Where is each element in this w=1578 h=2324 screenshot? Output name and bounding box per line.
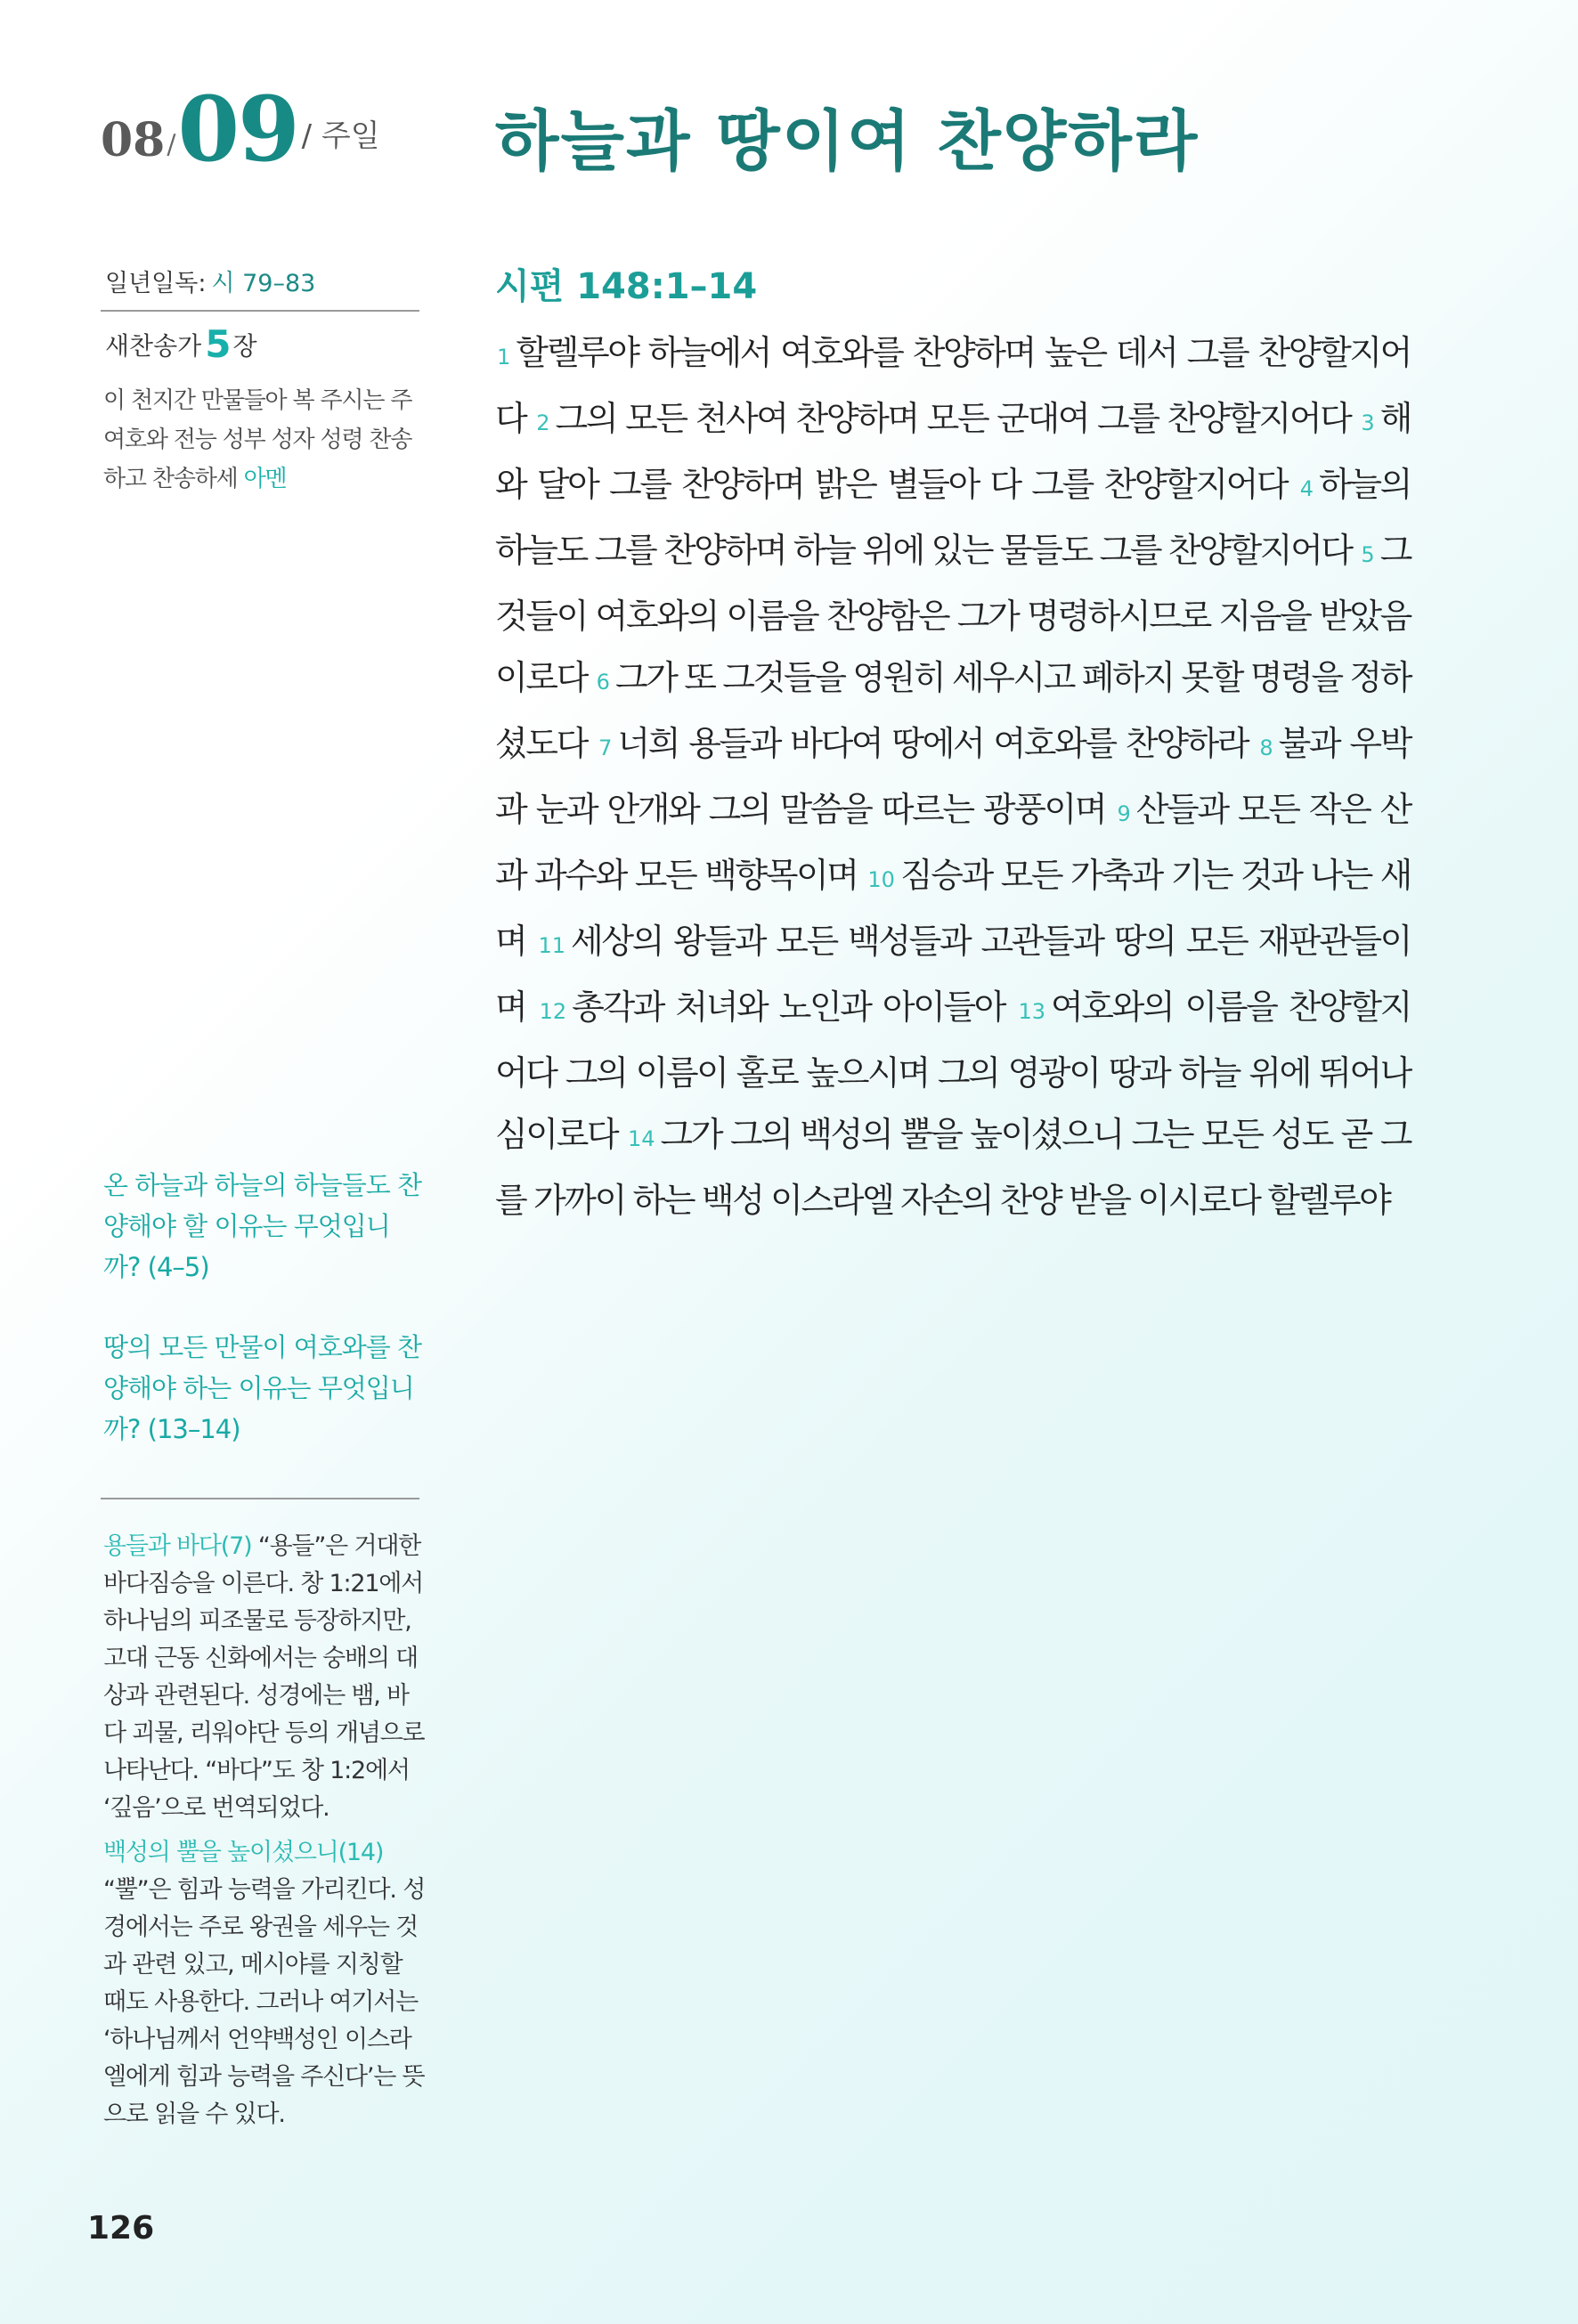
verse (538, 987, 1005, 1027)
date-day: 09 (177, 77, 298, 182)
verse (534, 399, 1350, 438)
verse-number: 5 (1361, 542, 1375, 567)
verse-text: 그가 그의 백성의 뿔을 높이셨으니 그는 모든 성도 곧 그를 가까이 하는 백성 이스라엘 자손의 찬양 받을 이시로다 할렐루야 (495, 1115, 1411, 1220)
hymn-amen: 아멘 (243, 466, 287, 492)
verse-text: 그가 또 그것들을 영원히 세우시고 폐하지 못할 명령을 정하셨도다 (495, 658, 1411, 763)
page-title: 하늘과 땅이여 찬양하라 (495, 103, 1200, 180)
verse-text: 하늘의 하늘도 그를 찬양하며 하늘 위에 있는 물들도 그를 찬양할지어다 (495, 465, 1411, 570)
verse-text: 산들과 모든 작은 산과 과수와 모든 백향목이며 (495, 790, 1411, 895)
verse-number: 13 (1018, 999, 1045, 1024)
verse-text: 해와 달아 그를 찬양하며 밝은 별들아 다 그를 찬양할지어다 (495, 399, 1411, 504)
verse (597, 724, 1248, 763)
verse-text: 그의 모든 천사여 찬양하며 모든 군대여 그를 찬양할지어다 (555, 399, 1351, 438)
date-header (101, 77, 380, 182)
verse-text: 너희 용들과 바다여 땅에서 여호와를 찬양하라 (617, 724, 1249, 763)
note-text: “용들”은 거대한 바다짐승을 이른다. 창 1:21에서 하나님의 피조물로 등장하지만, 고대 근동 신화에서는 숭배의 대상과 관련된다. 성경에는 뱀, 바다 괴물, 리워야단 등의 개념으로 나타난다. “바다”도 창 1:2에서 ‘깊음’으로 번역되었다. (103, 1532, 425, 1822)
verse-text: 그것들이 여호와의 이름을 찬양함은 그가 명령하시므로 지음을 받았음이로다 (495, 531, 1411, 697)
note-term: 용들과 바다(7) (103, 1532, 252, 1560)
verse-number: 3 (1361, 410, 1375, 435)
verse-number: 4 (1299, 476, 1314, 501)
verse-text: 짐승과 모든 가축과 기는 것과 나는 새며 (495, 856, 1411, 961)
date-weekday (302, 111, 380, 155)
verse-number: 9 (1117, 801, 1131, 826)
annual-reading (105, 264, 315, 298)
date-month: 08 (101, 113, 166, 167)
verse-number: 1 (497, 345, 511, 370)
verse-number: 7 (598, 735, 613, 760)
hymn-suffix: 장 (232, 331, 257, 361)
verse-number: 6 (596, 670, 610, 695)
hymn-label: 새찬송가 (105, 331, 202, 361)
weekday-prefix: / (301, 118, 321, 154)
annual-reading-ref: 시 79–83 (211, 270, 316, 297)
verse (495, 1115, 1411, 1220)
note-item (103, 1528, 427, 1827)
verse-number: 8 (1259, 735, 1273, 760)
passage-reference: 시편 148:1–14 (495, 266, 758, 307)
verse-text: 할렐루야 하늘에서 여호와를 찬양하며 높은 데서 그를 찬양할지어다 (495, 333, 1411, 438)
scripture-text (495, 322, 1411, 1231)
verse-number: 12 (539, 999, 567, 1024)
note-item (103, 1834, 427, 2133)
verse-number: 2 (536, 410, 550, 435)
verse-number: 11 (538, 933, 566, 958)
verse-text: 여호와의 이름을 찬양할지어다 그의 이름이 홀로 높으시며 그의 영광이 땅과 하늘 위에 뛰어나심이로다 (495, 987, 1411, 1154)
date-slash: / (167, 129, 176, 160)
note-term: 백성의 뿔을 높이셨으니(14) (103, 1839, 384, 1866)
hymn-title (105, 322, 257, 366)
page-number: 126 (87, 2210, 155, 2247)
weekday-label: 주일 (321, 118, 380, 154)
question-1: 온 하늘과 하늘의 하늘들도 찬양해야 할 이유는 무엇입니까? (4–5) (103, 1170, 422, 1282)
hymn-lyrics (103, 381, 424, 499)
study-notes (103, 1528, 427, 2141)
verse-number: 14 (627, 1126, 655, 1151)
hymn-lyrics-text: 이 천지간 만물들아 복 주시는 주 여호와 전능 성부 성자 성령 찬송하고 찬송하세 (103, 387, 412, 492)
note-text: “뿔”은 힘과 능력을 가리킨다. 성경에서는 주로 왕권을 세우는 것과 관련 있고, 메시야를 지칭할 때도 사용한다. 그러나 여기서는 ‘하나님께서 언약백성인 이스라엘에게 힘과 능력을 주신다’는 뜻으로 읽을 수 있다. (103, 1876, 426, 2128)
question-2: 땅의 모든 만물이 여호와를 찬양해야 하는 이유는 무엇입니까? (13–14) (103, 1332, 422, 1444)
hymn-number: 5 (205, 322, 232, 366)
annual-reading-label: 일년일독: (105, 270, 207, 297)
verse-text: 불과 우박과 눈과 안개와 그의 말씀을 따르는 광풍이며 (495, 724, 1411, 829)
verse-text: 총각과 처녀와 노인과 아이들아 (572, 987, 1005, 1027)
divider-top (101, 310, 419, 312)
verse-number: 10 (867, 867, 895, 892)
verse-text: 세상의 왕들과 모든 백성들과 고관들과 땅의 모든 재판관들이며 (495, 922, 1411, 1027)
divider-notes (101, 1498, 419, 1499)
